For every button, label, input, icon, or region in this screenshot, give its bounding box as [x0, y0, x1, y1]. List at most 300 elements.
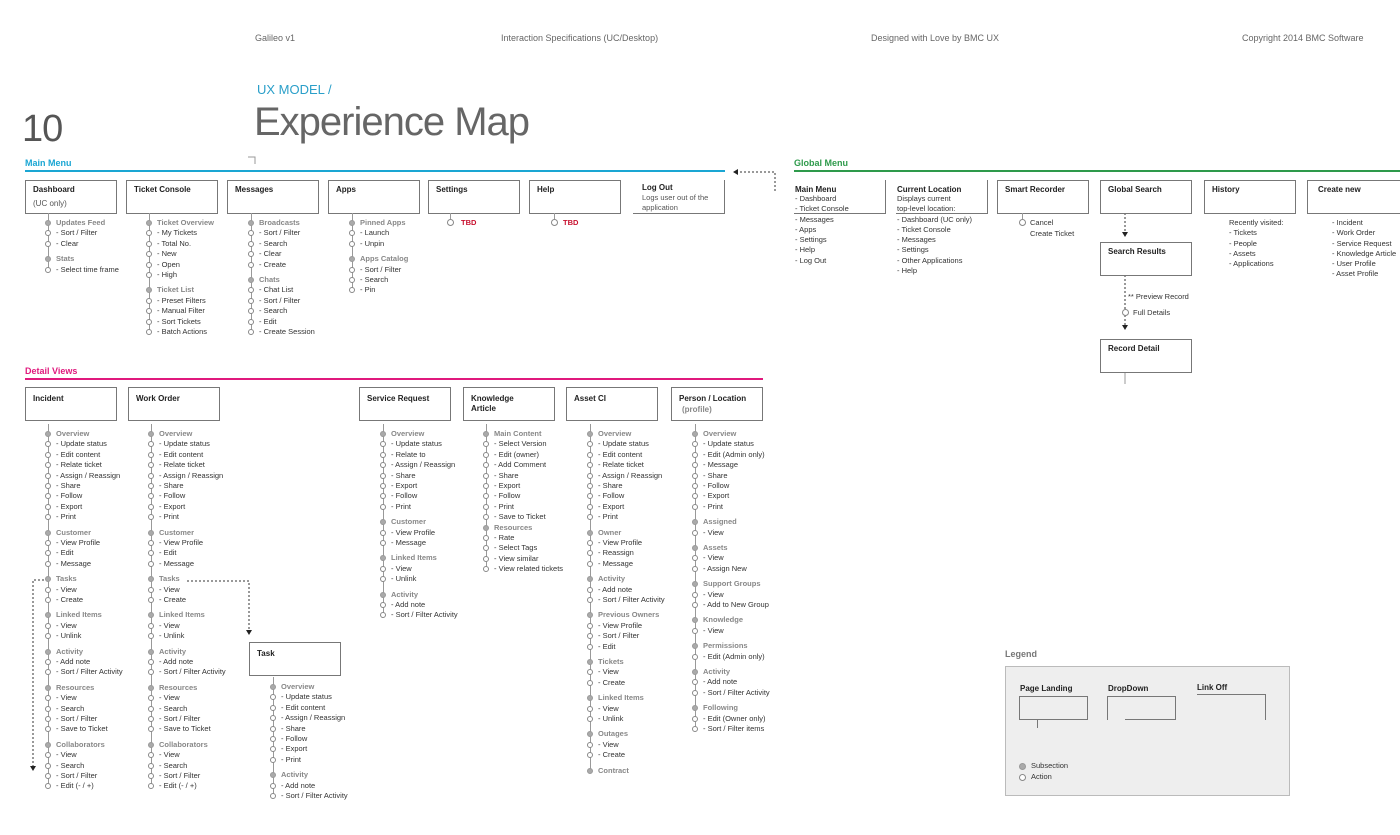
- tree-item-label: - View: [159, 693, 180, 703]
- tree-item-label: - Edit content: [56, 449, 101, 459]
- subsection-dot: [587, 530, 593, 536]
- node-record-detail: [1100, 339, 1192, 373]
- create-new-line: - User Profile: [1332, 259, 1376, 269]
- action-dot: [148, 659, 154, 665]
- history-line: - Applications: [1229, 259, 1274, 269]
- subsection-dot: [587, 431, 593, 437]
- tree-item-label: - Sort / Filter: [159, 714, 201, 723]
- tree-item-label: Ticket Overview: [157, 218, 214, 227]
- tree-item-label: - Sort / Filter Activity: [391, 610, 458, 620]
- tree-item-label: - Sort / Filter Activity: [703, 687, 770, 697]
- full-details-dot: [1122, 309, 1129, 316]
- smart-recorder-cancel: Cancel: [1030, 218, 1054, 227]
- action-dot: [45, 623, 51, 629]
- subsection-dot: [587, 768, 593, 774]
- tree-item-label: - Share: [159, 481, 184, 490]
- designed-by: Designed with Love by BMC UX: [871, 33, 1000, 43]
- tree-item-label: - Message: [391, 538, 427, 547]
- action-dot: [148, 623, 154, 629]
- node-person-location: [671, 387, 763, 421]
- tree-item-label: - View Profile: [598, 620, 643, 630]
- current-location-line: - Other Applications: [897, 255, 963, 265]
- tree-item-label: - Add note: [56, 657, 91, 666]
- action-dot: [692, 654, 698, 660]
- tree-item-label: Ticket List: [157, 285, 194, 295]
- history-content: [1229, 218, 1284, 269]
- tree-item-label: - Share: [281, 723, 306, 733]
- action-dot: [270, 705, 276, 711]
- subsection-dot: [270, 684, 276, 690]
- tree-item-label: Activity: [598, 574, 626, 584]
- subsection-dot: [148, 431, 154, 437]
- tree-item-label: - View: [598, 667, 619, 677]
- tree-item-label: - Create: [259, 259, 287, 269]
- action-dot: [349, 267, 355, 273]
- tree-item-label: - Follow: [281, 734, 308, 743]
- tree-item-label: - New: [157, 249, 177, 259]
- tree-item-label: - Search: [56, 703, 85, 713]
- tree-item-label: - Reassign: [598, 548, 634, 558]
- current-location-content: [897, 185, 972, 276]
- action-dot: [692, 504, 698, 510]
- tree-item-label: - Print: [281, 754, 302, 764]
- node-settings: [428, 180, 520, 214]
- tree-item-label: - Edit (Owner only): [703, 713, 766, 723]
- tree-item-label: - Search: [56, 760, 85, 770]
- tree-item-label: - Message: [159, 558, 195, 568]
- action-dot: [692, 473, 698, 479]
- tree-item-label: - Print: [598, 512, 619, 522]
- action-dot: [483, 483, 489, 489]
- tree-item-label: - View: [56, 584, 77, 594]
- node-title: Search Results: [1108, 247, 1166, 256]
- action-dot: [587, 452, 593, 458]
- tree-item-label: - Create: [598, 750, 626, 760]
- action-dot: [248, 319, 254, 325]
- tree-item-label: Tasks: [159, 574, 180, 584]
- action-dot: [349, 277, 355, 283]
- history-line: - Assets: [1229, 248, 1256, 258]
- action-dot: [692, 726, 698, 732]
- tree-item-label: - Sort / Filter items: [703, 724, 765, 733]
- tree-item-label: - Assign / Reassign: [391, 460, 456, 470]
- node-title: Service Request: [367, 394, 430, 403]
- action-dot: [45, 773, 51, 779]
- tree-item-label: - Search: [159, 703, 188, 713]
- action-dot: [148, 597, 154, 603]
- action-dot: [587, 680, 593, 686]
- legend-page-landing-stem: [1037, 720, 1038, 728]
- create-new-content: [1332, 218, 1396, 280]
- preview-record: ** Preview Record: [1128, 292, 1189, 301]
- tree-item-label: - View related tickets: [494, 564, 564, 574]
- action-dot: [146, 241, 152, 247]
- tree-item-label: - Share: [56, 481, 81, 490]
- global-menu-label: Global Menu: [794, 158, 848, 168]
- breadcrumb: UX MODEL /: [257, 82, 332, 97]
- action-dot: [45, 597, 51, 603]
- smart-recorder-action-dot: [1019, 219, 1026, 226]
- node-asset-ci: [566, 387, 658, 421]
- subsection-dot: [692, 545, 698, 551]
- action-dot: [148, 540, 154, 546]
- tree-item-label: - Assign / Reassign: [281, 713, 346, 723]
- history-line: - Tickets: [1229, 228, 1257, 238]
- subsection-dot: [380, 431, 386, 437]
- action-dot: [148, 773, 154, 779]
- tree-item-label: - Share: [703, 470, 728, 480]
- global-main-menu-content: [795, 185, 849, 266]
- tree-item-label: Activity: [391, 589, 419, 599]
- action-dot: [483, 452, 489, 458]
- subsection-dot: [587, 659, 593, 665]
- node-help: [529, 180, 621, 214]
- tree-item-label: - Sort / Filter Activity: [281, 791, 348, 800]
- tree-item-label: - Unlink: [391, 574, 417, 584]
- current-location-line: - Ticket Console: [897, 224, 951, 234]
- tree-item-label: - Assign / Reassign: [598, 470, 663, 480]
- global-main-menu-line: - Log Out: [795, 255, 827, 265]
- action-dot: [483, 535, 489, 541]
- node-title: Knowledge Article: [471, 394, 514, 413]
- legend-page-landing: Page Landing: [1020, 684, 1073, 693]
- tree-item-label: - Preset Filters: [157, 295, 206, 305]
- tree-item-label: - View: [159, 620, 180, 630]
- action-dot: [587, 540, 593, 546]
- tree-item-label: Assets: [703, 543, 728, 552]
- node-title: Help: [537, 185, 555, 194]
- tree-item-label: Linked Items: [56, 610, 102, 620]
- copyright: Copyright 2014 BMC Software: [1242, 33, 1364, 43]
- tree-item-label: - Sort / Filter: [360, 264, 402, 274]
- tree-item-label: - Sort / Filter Activity: [598, 595, 665, 604]
- legend-dropdown-bottom: [1125, 719, 1176, 720]
- tree-item-label: - Search: [259, 306, 288, 316]
- action-dot: [587, 504, 593, 510]
- action-dot: [692, 566, 698, 572]
- tree-item-label: - Follow: [391, 491, 418, 501]
- subsection-dot: [248, 220, 254, 226]
- tree-item-label: Overview: [159, 429, 193, 438]
- tree-item-label: - Export: [703, 491, 730, 501]
- node-title: Smart Recorder: [1005, 185, 1066, 194]
- tree-item-label: Overview: [598, 429, 632, 438]
- subsection-dot: [146, 220, 152, 226]
- subsection-dot: [483, 431, 489, 437]
- tree-item-label: Activity: [159, 646, 187, 656]
- tree-item-label: - Unlink: [159, 631, 185, 641]
- node-search-results: [1100, 242, 1192, 276]
- tree-item-label: - View Profile: [391, 527, 436, 537]
- tree-item-label: Overview: [56, 429, 90, 438]
- node-title: Apps: [336, 185, 356, 194]
- action-dot: [270, 783, 276, 789]
- tree-item-label: - Rate: [494, 533, 515, 542]
- tree-item-label: Following: [703, 703, 738, 713]
- action-dot: [587, 706, 593, 712]
- current-location-line: - Settings: [897, 245, 929, 255]
- current-location-line: top-level location:: [897, 204, 956, 214]
- tree-item-label: - Search: [259, 238, 288, 248]
- node-ticket-console: [126, 180, 218, 214]
- page-title: Experience Map: [254, 100, 530, 144]
- tree-item-label: - Print: [391, 501, 412, 511]
- subsection-dot: [148, 530, 154, 536]
- action-dot: [45, 452, 51, 458]
- tree-item-label: - Unlink: [56, 631, 82, 641]
- tree-item-label: - Create: [56, 595, 84, 604]
- tree-item-label: - Sort / Filter: [56, 714, 98, 723]
- action-dot: [45, 504, 51, 510]
- action-dot: [45, 659, 51, 665]
- action-dot: [692, 452, 698, 458]
- history-line: - People: [1229, 238, 1257, 248]
- action-dot: [587, 742, 593, 748]
- action-dot: [45, 473, 51, 479]
- node-title: Global Search: [1108, 185, 1162, 194]
- tree-item-label: Linked Items: [391, 553, 437, 563]
- tree-item-label: - Add note: [391, 600, 426, 609]
- tree-item-label: - Sort Tickets: [157, 316, 201, 326]
- action-dot: [45, 540, 51, 546]
- tree-item-label: Broadcasts: [259, 218, 300, 227]
- tree-item-label: - Edit: [159, 548, 177, 558]
- subsection-dot: [45, 530, 51, 536]
- tree-item-label: - Pin: [360, 285, 376, 295]
- tree-item-label: Tasks: [56, 574, 77, 584]
- tree-item-label: - Share: [598, 481, 623, 490]
- tree-item-label: - Save to Ticket: [494, 512, 546, 522]
- subsection-dot: [45, 431, 51, 437]
- node-title: Work Order: [136, 394, 180, 403]
- action-dot: [692, 628, 698, 634]
- action-dot: [270, 757, 276, 763]
- tree-item-label: - View: [56, 693, 77, 703]
- tree-item-label: Outages: [598, 729, 629, 739]
- tree-item-label: - Print: [494, 501, 515, 511]
- action-dot: [45, 763, 51, 769]
- action-dot: [45, 483, 51, 489]
- history-line: Recently visited:: [1229, 218, 1284, 227]
- node-log-out: [633, 180, 725, 214]
- action-dot: [483, 473, 489, 479]
- action-dot: [146, 298, 152, 304]
- node-title: Log Out: [642, 183, 673, 192]
- action-dot: [45, 716, 51, 722]
- action-dot: [380, 483, 386, 489]
- create-new-line: - Work Order: [1332, 228, 1376, 238]
- node-knowledge-article: [463, 387, 555, 421]
- tree-item-label: - View: [703, 589, 724, 599]
- tree-item-label: - Edit: [259, 316, 277, 326]
- tree-item-label: - Search: [159, 760, 188, 770]
- full-details: Full Details: [1133, 308, 1171, 317]
- legend-action: Action: [1031, 772, 1052, 781]
- node-incident: [25, 387, 117, 421]
- action-dot: [146, 262, 152, 268]
- tree-item-label: - Add note: [281, 780, 316, 790]
- tree-item-label: Activity: [281, 770, 309, 780]
- tree-item-label: - Follow: [159, 491, 186, 501]
- tree-item-label: Permissions: [703, 641, 748, 651]
- action-dot: [692, 716, 698, 722]
- tree-item-label: - Export: [159, 501, 186, 511]
- tree-item-label: - Sort / Filter Activity: [159, 667, 226, 677]
- settings-action-dot: [447, 219, 454, 226]
- subsection-dot: [45, 649, 51, 655]
- node-work-order: [128, 387, 220, 421]
- legend-dropdown-shape: [1107, 696, 1176, 720]
- tree-item-label: - Search: [360, 275, 389, 284]
- legend-subsection-dot: [1019, 763, 1026, 770]
- node-global-search: [1100, 180, 1192, 214]
- subsection-dot: [248, 277, 254, 283]
- main-menu-label: Main Menu: [25, 158, 72, 168]
- tree-item-label: - Clear: [259, 249, 282, 259]
- tree-item-label: - Message: [703, 460, 739, 470]
- action-dot: [349, 241, 355, 247]
- tree-item-label: - Add Comment: [494, 460, 547, 470]
- node-apps: [328, 180, 420, 214]
- tree-item-label: - Edit (owner): [494, 449, 540, 459]
- action-dot: [148, 716, 154, 722]
- action-dot: [148, 561, 154, 567]
- tree-item-label: - Assign New: [703, 563, 747, 573]
- tree-item-label: - Edit: [56, 548, 74, 558]
- tree-item-label: Activity: [703, 667, 731, 676]
- tree-item-label: - Add to New Group: [703, 600, 769, 609]
- tree-item-label: - Assign / Reassign: [159, 470, 224, 480]
- tree-item-label: Owner: [598, 527, 622, 537]
- tree-item-label: - Share: [494, 470, 519, 480]
- tree-item-label: - Update status: [56, 439, 107, 449]
- tree-item-label: - View similar: [494, 553, 539, 563]
- global-main-menu-title: Main Menu: [795, 185, 837, 194]
- node-smart-recorder: [997, 180, 1089, 214]
- tree-item-label: - My Tickets: [157, 228, 198, 238]
- tree-item-label: - Unlink: [598, 714, 624, 723]
- tree-item-label: Resources: [159, 682, 198, 692]
- tree-item-label: Collaborators: [56, 739, 105, 749]
- subsection-dot: [349, 220, 355, 226]
- tree-item-label: - Add note: [703, 677, 738, 687]
- node-title: Person / Location: [679, 394, 747, 403]
- action-dot: [45, 561, 51, 567]
- legend-action-dot: [1019, 774, 1026, 781]
- tree-item-label: - Export: [56, 501, 83, 511]
- subsection-dot: [483, 525, 489, 531]
- tree-item-label: - Edit content: [598, 449, 643, 459]
- tree-item-label: Customer: [391, 517, 427, 527]
- tree-item-label: - Edit content: [159, 449, 204, 459]
- subsection-dot: [45, 685, 51, 691]
- tree-item-label: - Follow: [598, 491, 625, 501]
- node-messages: [227, 180, 319, 214]
- action-dot: [45, 587, 51, 593]
- subsection-dot: [148, 742, 154, 748]
- tree-item-label: Collaborators: [159, 739, 208, 749]
- action-dot: [380, 602, 386, 608]
- node-title: History: [1212, 185, 1240, 194]
- tree-item-label: Knowledge: [703, 615, 744, 625]
- tree-item-label: - View: [56, 750, 77, 760]
- global-main-menu-line: - Apps: [795, 224, 817, 234]
- tree-item-label: - View: [56, 620, 77, 630]
- action-dot: [148, 587, 154, 593]
- help-action-dot: [551, 219, 558, 226]
- action-dot: [587, 623, 593, 629]
- tree-item-label: - Export: [494, 481, 521, 490]
- node-title: Create new: [1318, 185, 1361, 194]
- tree-item-label: - Export: [281, 744, 308, 754]
- action-dot: [380, 452, 386, 458]
- tree-item-label: Apps Catalog: [360, 254, 409, 264]
- action-dot: [380, 540, 386, 546]
- tree-item-label: - Relate ticket: [598, 460, 644, 470]
- subsection-dot: [148, 685, 154, 691]
- action-dot: [483, 504, 489, 510]
- action-dot: [587, 587, 593, 593]
- global-main-menu-line: - Ticket Console: [795, 204, 849, 214]
- action-dot: [380, 566, 386, 572]
- tree-item-label: - Follow: [56, 491, 83, 501]
- subsection-dot: [692, 669, 698, 675]
- tree-item-label: - Update status: [159, 439, 210, 449]
- tree-item-label: - Clear: [56, 238, 79, 248]
- legend-title: Legend: [1005, 649, 1038, 659]
- tree-item-label: Customer: [159, 527, 195, 537]
- action-dot: [45, 267, 51, 273]
- tree-item-label: Support Groups: [703, 579, 761, 589]
- tree-item-label: - Save to Ticket: [56, 724, 108, 734]
- node-subtitle: Logs user out of the application: [642, 193, 709, 212]
- action-dot: [692, 592, 698, 598]
- tree-item-label: - Create Session: [259, 327, 315, 336]
- tree-item-label: - Batch Actions: [157, 327, 208, 336]
- action-dot: [692, 602, 698, 608]
- tree-item-label: Overview: [703, 429, 737, 438]
- tree-item-label: - View: [703, 553, 724, 563]
- node-history: [1204, 180, 1296, 214]
- action-dot: [146, 329, 152, 335]
- tree-item-label: - Sort / Filter: [598, 631, 640, 641]
- legend-link-off-shape: [1197, 694, 1266, 720]
- tree-item-label: - Sort / Filter: [259, 228, 301, 238]
- tree-item-label: - Follow: [494, 491, 521, 501]
- create-new-line: - Incident: [1332, 218, 1363, 227]
- tree-item-label: - Sort / Filter: [259, 295, 301, 305]
- action-dot: [148, 504, 154, 510]
- tree-item-label: Updates Feed: [56, 218, 106, 227]
- tree-item-label: Linked Items: [598, 693, 644, 703]
- page-number: 10: [22, 108, 63, 150]
- action-dot: [587, 644, 593, 650]
- tree-item-label: - Update status: [598, 439, 649, 449]
- tree-item-label: - Save to Ticket: [159, 724, 211, 734]
- global-main-menu-line: - Settings: [795, 235, 827, 245]
- tree-item-label: - View: [598, 703, 619, 713]
- node-service-request: [359, 387, 451, 421]
- tree-item-label: Previous Owners: [598, 610, 660, 620]
- tree-item-label: Pinned Apps: [360, 218, 406, 227]
- action-dot: [45, 706, 51, 712]
- action-dot: [248, 298, 254, 304]
- action-dot: [587, 597, 593, 603]
- tree-item-label: - Follow: [703, 481, 730, 490]
- global-main-menu-line: - Messages: [795, 214, 834, 224]
- tree-item-label: - View: [598, 739, 619, 749]
- tree-item-label: - Manual Filter: [157, 306, 205, 316]
